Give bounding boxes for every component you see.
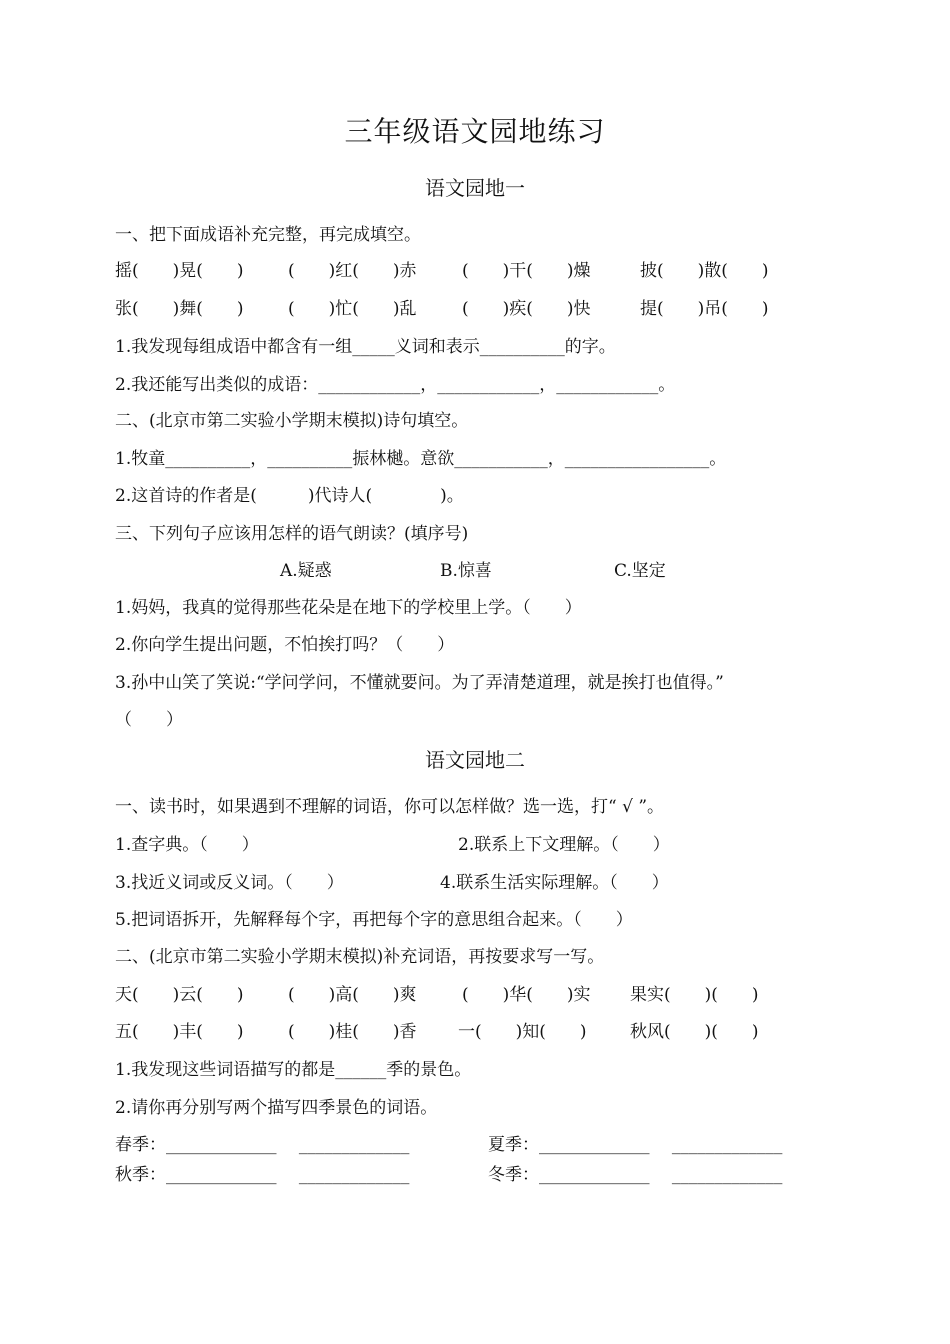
- u1-q1-sub1: 1.我发现每组成语中都含有一组_____义词和表示__________的字。: [115, 337, 616, 357]
- word-item: 秋风( )( ): [630, 1022, 759, 1042]
- idiom-item: 摇( )晃( ): [115, 261, 244, 281]
- u1-q3-sub3-paren: （ ）: [115, 710, 183, 730]
- tone-option-a: A.疑惑: [280, 561, 332, 581]
- u1-q3-sub2: 2.你向学生提出问题，不怕挨打吗？（ ）: [115, 635, 455, 655]
- season-winter: 冬季：_____________ _____________: [488, 1165, 783, 1185]
- u2-q1-prompt: 一、读书时，如果遇到不理解的词语，你可以怎样做？选一选，打“ √ ”。: [115, 797, 665, 817]
- method-option-5: 5.把词语拆开，先解释每个字，再把每个字的意思组合起来。（ ）: [115, 910, 633, 930]
- method-option-3: 3.找近义词或反义词。（ ）: [115, 873, 344, 893]
- season-spring: 春季：_____________ _____________: [115, 1135, 410, 1155]
- u2-q2-prompt: 二、(北京市第二实验小学期末模拟)补充词语，再按要求写一写。: [115, 947, 605, 967]
- idiom-item: ( )红( )赤: [288, 261, 417, 281]
- u1-q3-sub1: 1.妈妈，我真的觉得那些花朵是在地下的学校里上学。（ ）: [115, 598, 582, 618]
- u1-q3-sub3: 3.孙中山笑了笑说:“学问学问，不懂就要问。为了弄清楚道理，就是挨打也值得。”: [115, 673, 724, 693]
- u2-q2-sub2: 2.请你再分别写两个描写四季景色的词语。: [115, 1098, 438, 1118]
- idiom-item: ( )干( )燥: [462, 261, 591, 281]
- idiom-item: 提( )吊( ): [640, 299, 769, 319]
- u1-q3-prompt: 三、下列句子应该用怎样的语气朗读？(填序号): [115, 524, 469, 544]
- u1-q1-sub2: 2.我还能写出类似的成语：____________，____________，____________。: [115, 375, 676, 395]
- word-item: ( )高( )爽: [288, 985, 417, 1005]
- word-item: ( )桂( )香: [288, 1022, 417, 1042]
- idiom-item: ( )疾( )快: [462, 299, 591, 319]
- word-item: 果实( )( ): [630, 985, 759, 1005]
- method-option-2: 2.联系上下文理解。（ ）: [458, 835, 670, 855]
- method-option-1: 1.查字典。（ ）: [115, 835, 259, 855]
- season-autumn: 秋季：_____________ _____________: [115, 1165, 410, 1185]
- unit2-heading: 语文园地二: [425, 748, 525, 772]
- u1-q2-prompt: 二、(北京市第二实验小学期末模拟)诗句填空。: [115, 411, 469, 431]
- u1-q1-prompt: 一、把下面成语补充完整，再完成填空。: [115, 225, 421, 245]
- idiom-item: 披( )散( ): [640, 261, 769, 281]
- tone-option-b: B.惊喜: [440, 561, 492, 581]
- u2-q2-sub1: 1.我发现这些词语描写的都是______季的景色。: [115, 1060, 472, 1080]
- page-title: 三年级语文园地练习: [344, 115, 606, 148]
- unit1-heading: 语文园地一: [425, 176, 525, 200]
- word-item: 一( )知( ): [458, 1022, 587, 1042]
- word-item: 天( )云( ): [115, 985, 244, 1005]
- season-summer: 夏季：_____________ _____________: [488, 1135, 783, 1155]
- u1-q2-sub2: 2.这首诗的作者是( )代诗人( )。: [115, 486, 464, 506]
- idiom-item: ( )忙( )乱: [288, 299, 417, 319]
- word-item: ( )华( )实: [462, 985, 591, 1005]
- u1-q2-sub1: 1.牧童__________，__________振林樾。意欲___________，_________________。: [115, 449, 727, 469]
- word-item: 五( )丰( ): [115, 1022, 244, 1042]
- idiom-item: 张( )舞( ): [115, 299, 244, 319]
- tone-option-c: C.坚定: [614, 561, 666, 581]
- method-option-4: 4.联系生活实际理解。（ ）: [440, 873, 669, 893]
